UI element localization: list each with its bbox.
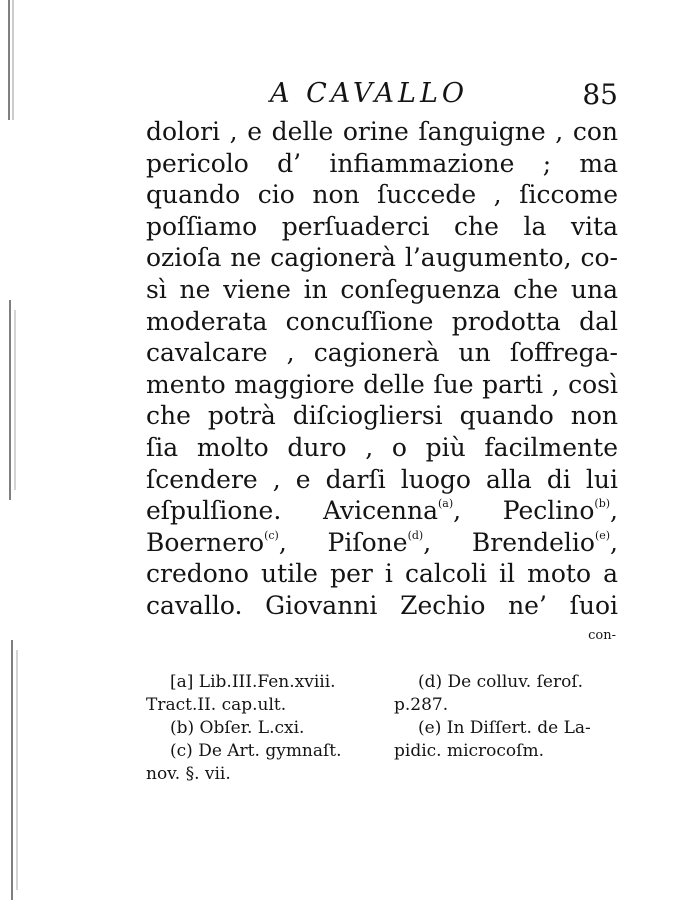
page-number: 85: [582, 78, 618, 111]
footnote-ref-d: (d): [407, 528, 424, 542]
footnote-d-cont: p.287.: [394, 695, 449, 715]
footnote-ref-c: (c): [264, 528, 279, 542]
citation-peclino: , Peclino: [453, 496, 595, 526]
running-head: [146, 78, 618, 116]
citation-tail-14: ,: [610, 527, 618, 557]
footnote-b: (b) Obſer. L.cxi.: [170, 718, 305, 738]
body-text: [146, 116, 618, 622]
text-line-1: dolori , e delle orine ſanguigne , con: [146, 117, 618, 146]
running-title: A CAVALLO: [270, 78, 469, 109]
text-line-15: credono utile per i calcoli il moto a: [146, 559, 618, 589]
footnote-ref-a: (a): [438, 497, 454, 511]
footnote-a: [a] Lib.III.Fen.xviii.: [170, 672, 336, 692]
text-line-5: ozioſa ne cagionerà l’augumento, co-: [146, 243, 618, 273]
footnote-c: (c) De Art. gymnaſt.: [170, 741, 342, 761]
footnote-ref-b: (b): [594, 497, 611, 511]
footnotes-right-column: [394, 671, 626, 763]
text-line-6: sì ne viene in conſeguenza che una: [146, 274, 618, 304]
footnote-e: (e) In Diſſert. de La-: [418, 718, 591, 738]
text-line-9: mento maggiore delle ſue parti , così: [146, 369, 618, 399]
footnote-c-cont: nov. §. vii.: [146, 764, 231, 784]
footnote-ref-e: (e): [594, 528, 611, 542]
citation-brendelio: , Brendelio: [423, 527, 595, 557]
footnotes-left-column: [146, 671, 381, 786]
text-line-14-start: Boernero: [146, 527, 265, 557]
footnote-a-cont: Tract.II. cap.ult.: [146, 695, 287, 715]
citation-tail-13: ,: [610, 496, 618, 526]
text-line-11: ſia molto duro , o più facilmente: [146, 432, 618, 462]
text-line-13: [146, 495, 618, 527]
text-line-4: poſſiamo perſuaderci che la vita: [146, 211, 618, 241]
text-line-10: che potrà diſciogliersi quando non: [146, 401, 618, 431]
text-line-12: ſcendere , e darſi luogo alla di lui: [146, 464, 618, 494]
text-line-16: cavallo. Giovanni Zechio ne’ ſuoi: [146, 590, 618, 620]
page-edge-binding: [0, 0, 22, 900]
footnote-d: (d) De colluv. ſeroſ.: [418, 672, 584, 692]
text-line-2: pericolo d’ infiammazione ; ma: [146, 148, 618, 178]
text-line-14: [146, 527, 618, 559]
citation-pisone: , Piſone: [278, 527, 408, 557]
book-page: [146, 78, 618, 643]
text-line-3: quando cio non ſuccede , ſiccome: [146, 180, 618, 210]
text-line-8: cavalcare , cagionerà un ſoffrega-: [146, 338, 618, 368]
text-line-13-start: eſpulſione. Avicenna: [146, 496, 439, 526]
text-line-7: moderata concuſſione prodotta dal: [146, 306, 618, 336]
catchword: con-: [588, 627, 616, 643]
footnote-e-cont: pidic. microcoſm.: [394, 741, 544, 761]
